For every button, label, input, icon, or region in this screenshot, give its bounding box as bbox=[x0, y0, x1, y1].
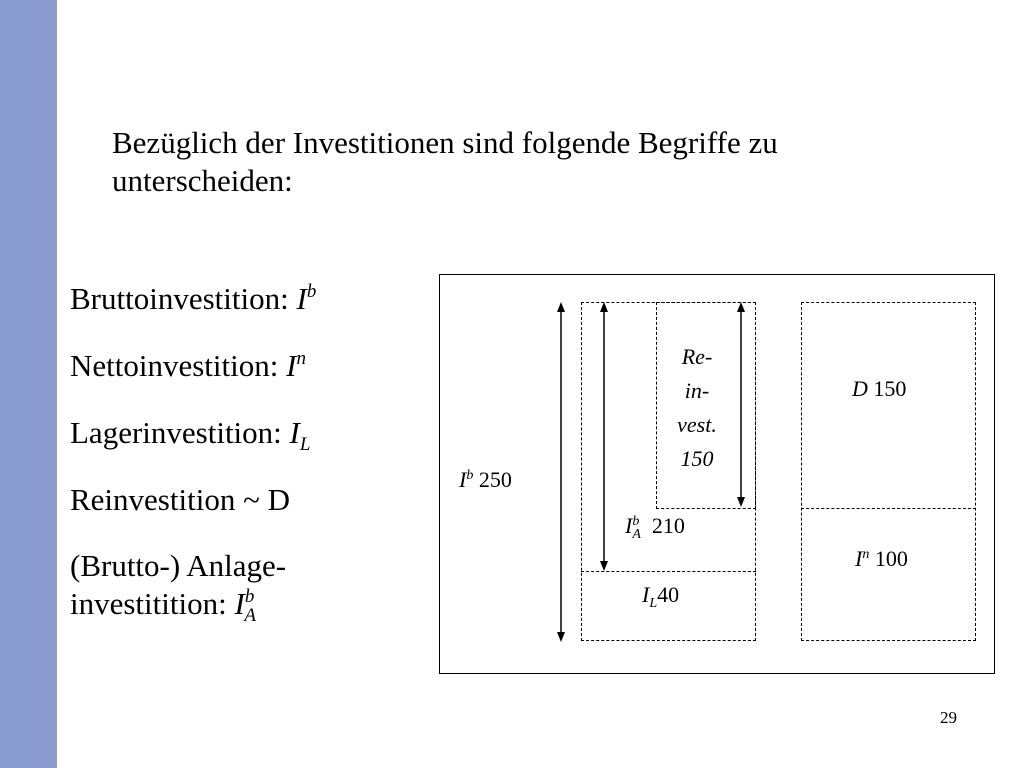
term-fixed-investment-line1: (Brutto-) Anlage- bbox=[70, 548, 287, 583]
inventory-divider bbox=[581, 571, 756, 572]
term-net-investment: Nettoinvestition: $I^n$ bbox=[70, 348, 306, 383]
reinvestment-label: Re- in- vest. 150 bbox=[677, 344, 717, 471]
symbol: I bbox=[289, 415, 300, 450]
intro-text: Bezüglich der Investitionen sind folgende Begriffe zu unterscheiden: bbox=[112, 125, 778, 198]
term-reinvestment: Reinvestition ~ D bbox=[70, 482, 290, 517]
symbol: I bbox=[296, 281, 307, 316]
net-divider bbox=[801, 508, 976, 509]
term-inventory-investment: Lagerinvestition: $I_L$ bbox=[70, 415, 311, 455]
term-gross-investment: Bruttoinvestition: $I^b$ bbox=[70, 281, 317, 316]
side-accent-bar bbox=[0, 0, 57, 768]
inventory-label: $I_L40$ bbox=[642, 582, 680, 611]
symbol: I bbox=[286, 348, 297, 383]
net-investment-label: $I^n$ 100 bbox=[855, 546, 908, 571]
term-fixed-investment-line2: investitition: $I^b_A$ bbox=[70, 586, 256, 626]
depreciation-label: D 150 bbox=[852, 376, 907, 401]
use-side-box bbox=[801, 302, 976, 641]
gross-label: $I^b$ 250 bbox=[459, 467, 512, 492]
page-number: 29 bbox=[940, 708, 957, 727]
symbol: I bbox=[234, 586, 245, 621]
fixed-investment-label: $I^b_A$ 210 bbox=[625, 513, 685, 542]
